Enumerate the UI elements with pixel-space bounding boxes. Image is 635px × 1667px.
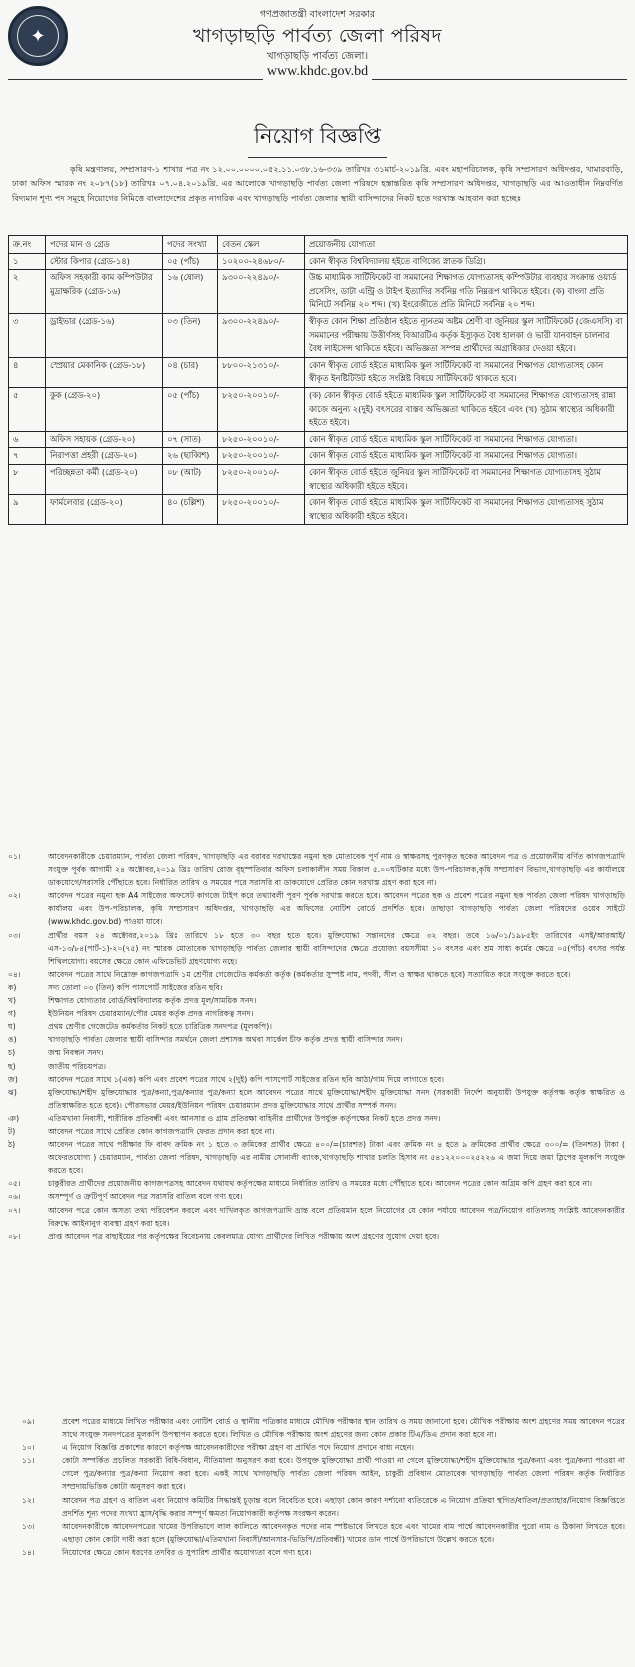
cell-scale: ৮৮০০-২১৩১০/- [218,357,305,387]
condition-text: ইউনিয়ন পরিষদ চেয়ারম্যান/পৌর মেয়র কর্তৃক প্রদত্ত নাগরিকত্ব সনদ। [48,1009,254,1019]
conditions-list-continued [22,1415,625,1559]
condition-number: জ) [8,1074,18,1084]
condition-text: প্রাপ্ত আবেদন পত্র বাছাইয়ের পর কর্তৃপক্ষের বিবেচনায় কেবলমাত্র যোগ্য প্রার্থীদের লিখিত পরীক্ষায় অংশ গ্রহণের সুযোগ দেয়া হবে। [48,1231,440,1241]
condition-text: কোটা সম্পর্কিত প্রচলিত সরকারী বিধি-বিধান, নীতিমালা অনুসরণ করা হবে। উপযুক্ত মুক্তিযোদ্ধা প্রার্থী পাওয়া না গেলে মুক্তিযোদ্ধা/শহীদ মুক্তিযোদ্ধার পুত্র/কন্যা এবং পুত্র/কন্যা পাওয়া না গেলে পুত্র/কন্যার পুত্র/কন্যা নিয়োগ করা হবে। একই সাথে খাগড়াছড়ি পার্বত্য জেলা পরিষদ আইন, চাকুরী প্রবিধান মোতাবেক খাগড়াছড়ি পার্বত্য জেলা পরিষদ কর্তৃক নির্ধারিত সম্প্রদায়ভিত্তিক কোটা অনুসরণ করা হবে। [62,1456,625,1492]
cell-post: ড্রাইভার (গ্রেড-১৬) [46,313,163,357]
cell-requirements: স্বীকৃত কোন শিক্ষা প্রতিষ্ঠান হইতে ন্যূনতম অষ্টম শ্রেণী বা জুনিয়র স্কুল সার্টিফিকেট (জেএসসি) বা সমমানের পরীক্ষায় উত্তীর্ণসহ বিআরটিএ কর্তৃক ইস্যুকৃত বৈধ হালকা ও ভারী যানবাহন চালনার বৈধ লাইসেন্স থাকিতে হইবে। অভিজ্ঞতা সম্পন্ন প্রার্থীদের অগ্রাধিকার দেওয়া হইবে। [305,313,628,357]
document-item [8,1086,625,1112]
condition-text: আবেদনকারীকে আবেদনপত্রের খামের উপরিভাগে লাল কালিতে আবেদনকৃত পদের নাম স্পষ্টভাবে লিখতে হবে এবং খামের বাম পার্শ্বে আবেদনকারীর পুরো নাম ও ঠিকানা লিখতে হবে। এছাড়া কোন কোটা দাবী করা হলে (মুক্তিযোদ্ধা/এতিমখানা নিবাসী/আনসার-ভিডিপি/প্রতিবন্ধী) খামের ডান পার্শ্বে উপরিভাগে উল্লেখ করতে হবে। [62,1521,625,1544]
cell-count: ০৭ (সাত) [163,431,218,448]
cell-scale: ৮২৫০-২০০১০/- [218,464,305,494]
letterhead [0,0,635,100]
cell-requirements: কোন স্বীকৃত বোর্ড হইতে মাধ্যমিক স্কুল সার্টিফিকেট বা সমমানের শিক্ষাগত যোগ্যতা। [305,448,628,465]
cell-serial: ৩ [9,313,46,357]
document-item [8,981,625,994]
cell-serial: ৭ [9,448,46,465]
condition-item [8,850,625,889]
document-item [8,1007,625,1020]
condition-number: ০৬। [8,1192,21,1202]
cell-post: অফিস সহকারী কাম কম্পিউটার মুদ্রাক্ষরিক (গ্রেড-১৬) [46,270,163,314]
condition-number: ০৯। [22,1417,35,1426]
condition-item [22,1494,625,1520]
cell-post: পরিচ্ছন্নতা কর্মী (গ্রেড-২০) [46,464,163,494]
cell-post: স্টোর কিপার (গ্রেড-১৪) [46,253,163,270]
cell-requirements: কোন স্বীকৃত বোর্ড হইতে মাধ্যমিক স্কুল সার্টিফিকেট বা সমমানের শিক্ষাগত যোগ্যতাসহ কোন স্বীকৃত ইনষ্টিটিউট হইতে সংশ্লিষ্ট বিষয়ে সার্টিফিকেট থাকতে হবে। [305,357,628,387]
document-item [8,1125,625,1138]
condition-number: গ) [8,1009,17,1019]
table-row [9,357,628,387]
condition-number: ১২। [22,1495,35,1505]
cell-serial: ৫ [9,387,46,431]
condition-number: ০৮। [8,1231,21,1241]
cell-requirements: কোন স্বীকৃত বোর্ড হইতে জুনিয়র স্কুল সার্টিফিকেট বা সমমানের শিক্ষাগত যোগ্যতাসহ সুঠাম স্বাস্থ্যের অধিকারী হইতে হইবে। [305,464,628,494]
condition-text: জন্ম নিবন্ধন সনদ। [48,1048,104,1058]
cell-post: ফার্মলেবার (গ্রেড-২০) [46,495,163,525]
condition-number: ট) [8,1126,16,1136]
vacancy-table [8,235,628,525]
document-item [8,1060,625,1073]
cell-count: ২৬ (ছাব্বিশ) [163,448,218,465]
condition-item [22,1415,625,1441]
cell-count: ০৪ (চার) [163,357,218,387]
condition-number: ঙ) [8,1035,17,1045]
cell-serial: ২ [9,270,46,314]
government-name: গণপ্রজাতন্ত্রী বাংলাদেশ সরকার [259,9,376,20]
condition-number: ক) [8,982,17,992]
condition-number: ০৫। [8,1179,21,1189]
cell-count: ০৫ (পাঁচ) [163,253,218,270]
council-name: খাগড়াছড়ি পার্বত্য জেলা পরিষদ [192,25,442,47]
condition-number: ঝ) [8,1087,17,1097]
table-row [9,253,628,270]
condition-text: মুক্তিযোদ্ধা/শহীদ মুক্তিযোদ্ধার পুত্র/কন্যা,পুত্র/কন্যার পুত্র/কন্যা হলে আবেদন পত্রের সাথে মুক্তিযোদ্ধা/শহীদ মুক্তিযোদ্ধা সনদ (সরকারী নির্দেশ অনুযায়ী উপযুক্ত কর্তৃপক্ষ কর্তৃক স্বাক্ষরিত ও প্রতিস্বাক্ষরিত হতে হবে)। পৌরসভার মেয়র/ইউনিয়ন পরিষদ চেয়ারম্যান প্রদত্ত মুক্তিযোদ্ধার সাথে প্রার্থীর সম্পর্ক সনদ। [48,1087,625,1110]
seal-emblem-icon: ✦ [17,15,59,57]
table-header-row [9,236,628,254]
document-item [8,1112,625,1125]
condition-text: সদ্য তোলা ০৩ (তিন) কপি পাসপোর্ট সাইজের রঙিন ছবি। [48,982,223,992]
document-item [8,1138,625,1177]
condition-text: শিক্ষাগত যোগ্যতার বোর্ড/বিশ্ববিদ্যালয় কর্তৃক প্রদত্ত মূল/সাময়িক সনদ। [48,996,257,1006]
cell-post: স্প্রেয়ার মেকানিক (গ্রেড-১৮) [46,357,163,387]
intro-paragraph: কৃষি মন্ত্রণালয়, সম্প্রসারণ-১ শাখার পত্র নং ১২.০০.০০০০.০৫২.১১.০৩৮.১৬-৩৩৯ তারিখঃ ৩১মার্চ-২০১৯খ্রি. এবং মহাপরিচালক, কৃষি সম্প্রসারণ অধিদপ্তর, খামারবাড়ি, ঢাকা অফিস স্মারক নং ২০৮৭(১৮) তারিখঃ ০৭.০৪.২০১৯খ্রি. এর আলোকে খাগড়াছড়ি পার্বত্য জেলা পরিষদে হস্তান্তরিত কৃষি সম্প্রসারণ অধিদপ্তর, খাগড়াছড়ি এর আওতাধীন নিম্নবর্ণিত বিদ্যমান শূণ্য পদ সমূহে নিয়োগের নিমিত্তে বাংলাদেশের প্রকৃত নাগরিক এবং খাগড়াছড়ি পার্বত্য জেলার স্থায়ী বাসিন্দাদের নিকট হতে দরখাস্ত আহবান করা হচ্ছেঃ [12,164,623,203]
condition-text: আবেদন পত্রে কোন অসত্য তথ্য পরিবেশন করলে এবং দাখিলকৃত কাগজপত্রাদি ভ্রান্ত বলে প্রতিয়মান হলে নিয়োগের যে কোন পর্যায়ে আবেদন পত্র/নিয়োগ বাতিলসহ সংশ্লিষ্ট আবেদনকারীর বিরুদ্ধে আইনানুগ ব্যবস্থা গ্রহণ করা হবে। [48,1205,625,1228]
website-link[interactable]: www.khdc.gov.bd [266,64,369,79]
cell-requirements: কোন স্বীকৃত বোর্ড হইতে মাধ্যমিক স্কুল সার্টিফিকেট বা সমমানের শিক্ষাগত যোগ্যতা। [305,431,628,448]
condition-text: আবেদন পত্রের সাথে প্রেরিত কোন কাগজপত্রাদি ফেরত প্রদান করা হবে না। [48,1126,275,1136]
cell-requirements: কোন স্বীকৃত বিশ্ববিদ্যালয় হইতে বাণিজ্যে স্নাতক ডিগ্রি। [305,253,628,270]
website-line [8,64,627,80]
cell-post: অফিস সহায়ক (গ্রেড-২০) [46,431,163,448]
cell-count: ০৮ (আট) [163,464,218,494]
col-serial: ক্র.নং [9,236,46,254]
cell-count: ১৬ (ষোল) [163,270,218,314]
col-scale: বেতন স্কেল [218,236,305,254]
cell-count: ০৫ (পাঁচ) [163,387,218,431]
condition-text: আবেদন পত্রের সাথে নিম্নোক্ত কাগজপত্রাদি ১ম শ্রেণীর গেজেটেড কর্মকর্তা কর্তৃক (কর্মকর্তার সুস্পষ্ট নাম, পদবী, সীল ও স্বাক্ষর থাকতে হবে) সত্যায়িত করে সংযুক্ত করতে হবে। [48,969,571,979]
condition-text: অসম্পূর্ণ ও ত্রুটিপূর্ণ আবেদন পত্র সরাসরি বাতিল বলে গণ্য হবে। [48,1192,243,1202]
cell-requirements: কোন স্বীকৃত বোর্ড হইতে মাধ্যমিক স্কুল সার্টিফিকেট বা সমমানের শিক্ষাগত যোগ্যতাসহ সুঠাম স্বাস্থ্যের অধিকারী হইতে হইবে। [305,495,628,525]
col-post: পদের মান ও গ্রেড [46,236,163,254]
district-name: খাগড়াছড়ি পার্বত্য জেলা। [266,51,369,62]
condition-text: আবেদন পত্রের নমুনা ছক A4 সাইজের অফসেট কাগজে টাইপ করে তথ্যাবলী পূরণ পূর্বক দরখাস্ত করতে হবে। আবেদন পত্রের ছক ও প্রবেশ পত্রের নমুনা ছক পার্বত্য জেলা পরিষদ খাগড়াছড়ি কার্যালয় এবং উপ-পরিচালক, কৃষি সম্প্রসারণ অধিদপ্তর, খাগড়াছড়ি এর অফিসের নোটিশ বোর্ডে প্রদর্শিত হবে। তাছাড়া খাগড়াছড়ি পার্বত্য জেলা পরিষদের ওয়েব সাইটে (www.khdc.gov.bd) পাওয়া যাবে। [48,891,625,927]
cell-scale: ৮২৫০-২০০১০/- [218,448,305,465]
condition-text: আবেদনকারীকে চেয়ারম্যান, পার্বত্য জেলা পরিষদ, খাগড়াছড়ি এর বরাবর দরখাস্তের নমুনা ছক মোতাবেক পূর্ণ নাম ও স্বাক্ষরসহ পুরণকৃত ছকের আবেদন পত্র ও প্রয়োজনীয় বর্ণিত কাগজপত্রাদি সংযুক্ত পূর্বক আগামী ২৪ অক্টোবর,২০১৯ খ্রিঃ তারিখ রোজ বৃহস্পতিবার অফিস চলাকালীন সময় বিকাল ৫.০০ঘটিকার মধ্যে উপ-পরিচালক,কৃষি সম্প্রসারণ বিভাগ,খাগড়াছড়ি এর কার্যালয়ে ডাকযোগে/সরাসরি পৌঁছাতে হবে। নির্ধারিত তারিখ ও সময়ের পরে সরাসরি বা ডাকযোগে প্রেরিত কোন দরখাস্ত গ্রহণ করা হবে না। [48,852,625,888]
condition-text: আবেদন পত্র গ্রহণ ও বাতিল এবং নিয়োগ কমিটির সিদ্ধান্তই চূড়ান্ত বলে বিবেচিত হবে। এছাড়া কোন কারণ দর্শানো ব্যতিরেকে এ নিয়োগ প্রক্রিয়া স্থগিত/বাতিল/প্রত্যাহার/নিয়োগ বিজ্ঞপ্তিতে প্রদর্শিত শূন্য পদের সংখ্যা হ্রাস/বৃদ্ধি করার সম্পূর্ণ ক্ষমতা নিয়োগকারী কর্তৃপক্ষ সংরক্ষণ করেন। [62,1495,625,1518]
document-item [8,994,625,1007]
condition-text: নিয়োগের ক্ষেত্রে কোন ধরণের তদবির ও সুপারিশ প্রার্থীর অযোগ্যতা বলে গণ্য হবে। [62,1547,312,1557]
condition-number: ০২। [8,891,21,901]
conditions-list [8,850,625,1243]
cell-serial: ৮ [9,464,46,494]
condition-item [22,1546,625,1559]
table-row [9,448,628,465]
condition-text: এ নিয়োগ বিজ্ঞপ্তি প্রকাশের কারণে কর্তৃপক্ষ আবেদনকারীদের পরীক্ষা গ্রহণ বা প্রার্থিত পদে নিয়োগ প্রদানে বাধ্য নহেন। [62,1443,415,1453]
table-row [9,495,628,525]
cell-requirements: উচ্চ মাধ্যমিক সার্টিফিকেট বা সমমানের শিক্ষাগত যোগ্যতাসহ কম্পিউটার ব্যবহার সংক্রান্ত ওয়ার্ড প্রসেসিং, ডাটা এন্ট্রি ও টাইপ ইত্যাদির সর্বনিম্ন গতি নিম্নরূপ থাকিতে হইবে। (ক) বাংলা প্রতি মিনিটে সর্বনিম্ন ২০ শব্দ। (খ) ইংরেজীতে প্রতি মিনিটে সর্বনিম্ন ২০ শব্দ। [305,270,628,314]
condition-number: ০৩। [8,930,21,940]
cell-scale: ৯৩০০-২২৪৯০/- [218,270,305,314]
condition-text: আবেদন পত্রের সাথে পরীক্ষার ফি বাবদ ক্রমিক নং ১ হতে ৩ ক্রমিকের প্রার্থীর ক্ষেত্রে ৪০০/=(চারশত) টাকা এবং ক্রমিক নং ৪ হতে ৯ ক্রমিকের প্রার্থীর ক্ষেত্রে ৩০০/= (তিনশত) টাকা ( অফেরতযোগ্য ) চেয়ারম্যান, পার্বত্য জেলা পরিষদ, খাগড়াছড়ি এর নামীয় সোনালী ব্যাংক,খাগড়াছড়ি শাখার চলতি হিসাব নং ৫৪১২২০০০২৫২২৬ এ জমা দিয়ে জমা স্লিপের মূলকপি সংযুক্ত করতে হবে। [48,1140,625,1176]
cell-serial: ৪ [9,357,46,387]
cell-serial: ১ [9,253,46,270]
cell-serial: ৯ [9,495,46,525]
condition-item [8,1177,625,1190]
cell-scale: ৮২৫০-২০০১০/- [218,387,305,431]
condition-number: ০১। [8,852,21,861]
divider [8,65,263,80]
cell-count: ০৩ (তিন) [163,313,218,357]
condition-number: ০৪। [8,969,21,979]
condition-number: ১১। [22,1456,35,1466]
condition-number: ০৭। [8,1205,21,1215]
condition-text: এতিমখানা নিবাসী, শারীরিক প্রতিবন্ধী এবং আনসার ও গ্রাম প্রতিরক্ষা বাহিনীর প্রার্থীদের উপর্যুক্ত কর্তৃপক্ষের নিকট হতে প্রদত্ত সনদ। [48,1113,441,1123]
condition-item [8,929,625,968]
condition-number: ঞ) [8,1113,20,1123]
table-row [9,464,628,494]
cell-scale: ৮২৫০-২০০১০/- [218,431,305,448]
condition-item [22,1520,625,1546]
notice-title: নিয়োগ বিজ্ঞপ্তি [248,120,387,158]
condition-number: খ) [8,996,17,1006]
table-row [9,270,628,314]
condition-number: ঠ) [8,1140,16,1150]
document-item [8,1046,625,1059]
condition-number: চ) [8,1048,16,1058]
cell-scale: ৯৩০০-২২৪৯০/- [218,313,305,357]
condition-item [22,1454,625,1493]
notice-title-wrap [0,120,635,158]
cell-post: কুক (গ্রেড-২০) [46,387,163,431]
cell-serial: ৬ [9,431,46,448]
condition-number: ১০। [22,1443,35,1453]
col-count: পদের সংখ্যা [163,236,218,254]
condition-number: ১৩। [22,1521,35,1531]
table-row [9,313,628,357]
condition-text: প্রথম শ্রেণীর গেজেটেড কর্মকর্তার নিকট হতে চারিত্রিক সনদপত্র (মূলকপি)। [48,1022,273,1032]
cell-scale: ৮২৫০-২০০১০/- [218,495,305,525]
condition-item [8,968,625,981]
condition-text: খাগড়াছড়ি পার্বত্য জেলার স্থায়ী বাসিন্দার সমর্থনে জেলা প্রশাসক অথবা সার্কেল চীফ কর্তৃক প্রদত্ত স্থায়ী বাসিন্দার সনদ। [48,1035,403,1045]
table-row [9,387,628,431]
condition-item [8,1190,625,1203]
condition-text: প্রার্থীর বয়স ২৪ অক্টোবর,২০১৯ খ্রিঃ তারিখে ১৮ হতে ৩০ বছর হতে হবে। মুক্তিযোদ্ধা সন্তানদের ক্ষেত্রে ৩২ বছর। তবে ১৬/০১/১৯৮৫ইং তারিখের এসই/আরআই/এস-১৩/৮৪(পার্ট-১)-২০(৭৫) নং স্মারক মোতাবেক খাগড়াছড়ি পার্বত্য জেলার স্থায়ী বাসিন্দাদের ক্ষেত্রে প্রযোজ্য বয়সসীমা ১০ বৎসর এবং শ্রম সাধ্য কর্মের ক্ষেত্রে ০৫(পাঁচ) বৎসর পর্যন্ত শিথিলযোগ্য। বয়সের ক্ষেত্রে কোন এফিডেভিট গ্রহণযোগ্য নহে। [48,930,625,966]
col-requirements: প্রয়োজনীয় যোগ্যতা [305,236,628,254]
condition-number: ছ) [8,1061,16,1071]
document-item [8,1020,625,1033]
cell-scale: ১০২০০-২৪৬৮০/- [218,253,305,270]
divider [372,65,627,80]
table-row [9,431,628,448]
condition-number: ঘ) [8,1022,16,1032]
condition-item [22,1441,625,1454]
condition-text: আবেদন পত্রের সাথে ১(এক) কপি এবং প্রবেশ পত্রের সাথে ২(দুই) কপি পাসপোর্ট সাইজের রঙিন ছবি আঠা/গাম দিয়ে লাগাতে হবে। [48,1074,445,1084]
cell-count: ৪০ (চল্লিশ) [163,495,218,525]
cell-post: নিরাপত্তা প্রহরী (গ্রেড-২০) [46,448,163,465]
condition-item [8,1204,625,1230]
condition-text: জাতীয় পরিচয়পত্র। [48,1061,106,1071]
condition-item [8,889,625,928]
condition-number: ১৪। [22,1547,35,1557]
condition-text: প্রবেশ পত্রের মাধ্যমে লিখিত পরীক্ষার এবং নোটিশ বোর্ড ও স্থানীয় পত্রিকার মাধ্যমে মৌখিক পরীক্ষার স্থান তারিখ ও সময় জানানো হবে। মৌখিক পরীক্ষায় অংশ গ্রহণের সময় আবেদন পত্রের সাথে সংযুক্ত সনদপত্রের মূলকপি উপস্থাপন করতে হবে। লিখিত ও মৌখিক পরীক্ষায় অংশ গ্রহণের জন্য কোন প্রকার টিএ/ডিএ প্রদান করা হবে না। [62,1417,625,1440]
condition-item [8,1230,625,1243]
document-item [8,1073,625,1086]
cell-requirements: (ক) কোন স্বীকৃত বোর্ড হইতে মাধ্যমিক স্কুল সার্টিফিকেট বা সমমানের শিক্ষাগত যোগ্যতাসহ রান্না কাজে অনুন্য ২(দুই) বৎসরের বাস্তব অভিজ্ঞতা থাকিতে হইবে এবং (খ) সুঠাম স্বাস্থ্যের অধিকারী হইতে হইবে। [305,387,628,431]
condition-text: চাকুরীরত প্রার্থীদের প্রয়োজনীয় কাগজপত্রসহ আবেদন যথাযথ কর্তৃপক্ষের মাধ্যমে নির্ধারিত তারিখ ও সময়ের মধ্যে পৌঁছাতে হবে। আবেদন পত্রের কোন অগ্রিম কপি গ্রহণ করা হবে না। [48,1179,593,1189]
document-item [8,1033,625,1046]
